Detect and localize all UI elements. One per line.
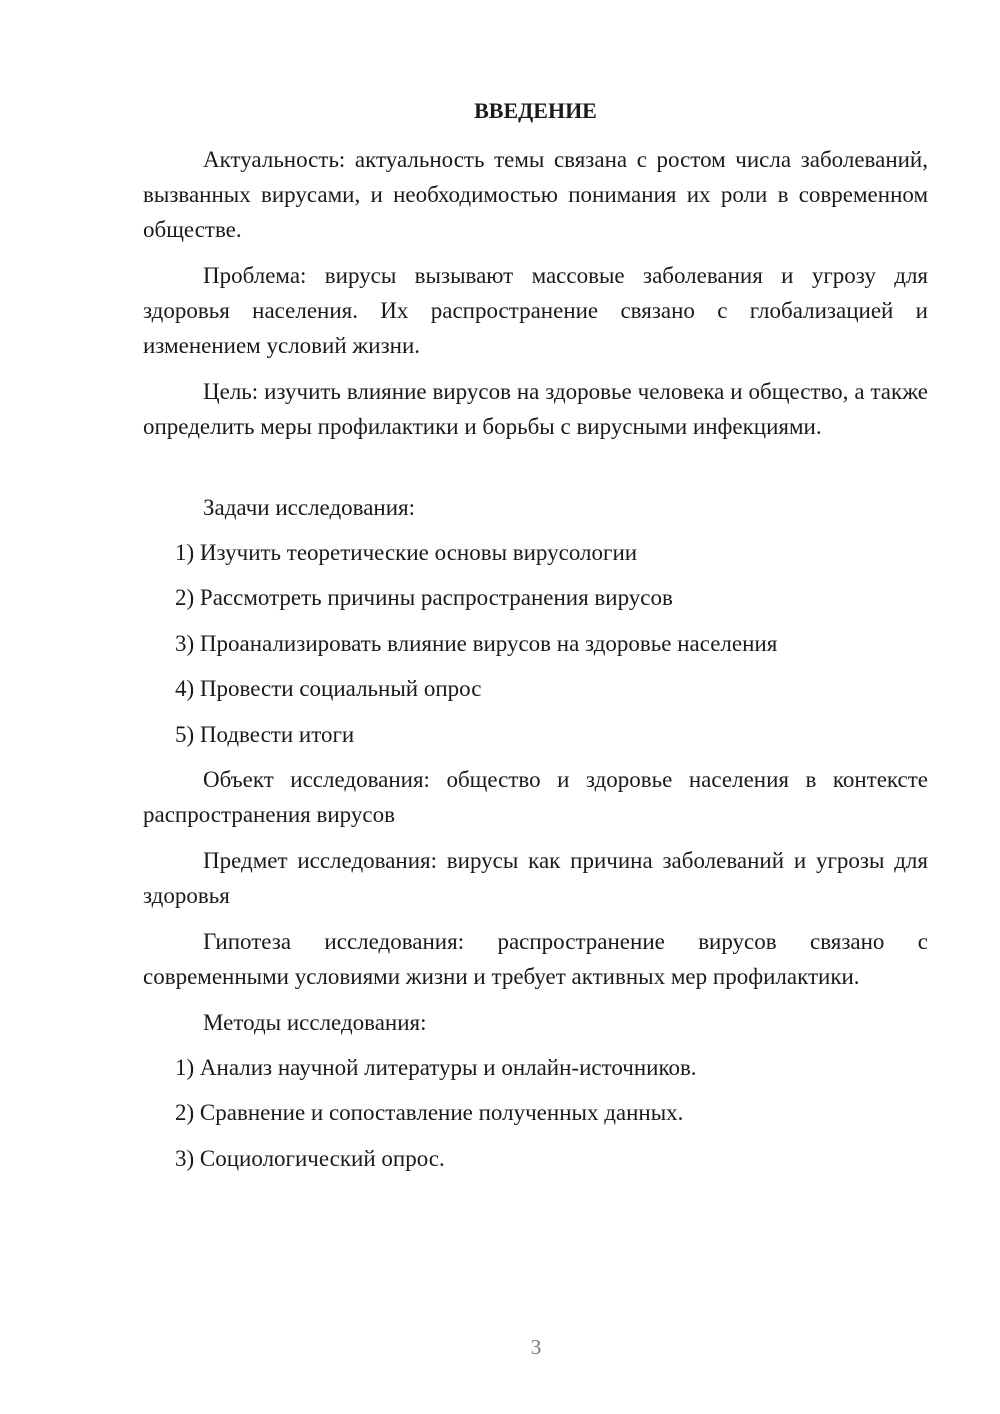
method-item: 1) Анализ научной литературы и онлайн-источников. <box>175 1055 697 1080</box>
task-item: 5) Подвести итоги <box>175 722 355 747</box>
method-item: 2) Сравнение и сопоставление полученных данных. <box>175 1100 684 1125</box>
task-item: 4) Провести социальный опрос <box>175 676 482 701</box>
problem-paragraph: Проблема: вирусы вызывают массовые заболевания и угрозу для здоровья населения. Их распространение связано с глобализацией и изменением условий жизни. <box>143 263 928 358</box>
relevance-paragraph: Актуальность: актуальность темы связана с ростом числа заболеваний, вызванных вирусами, и необходимостью понимания их роли в современном обществе. <box>143 147 928 242</box>
object-paragraph: Объект исследования: общество и здоровье населения в контексте распространения вирусов <box>143 767 928 827</box>
task-item: 2) Рассмотреть причины распространения вирусов <box>175 585 673 610</box>
method-item: 3) Социологический опрос. <box>175 1146 445 1171</box>
methods-heading: Методы исследования: <box>203 1010 427 1035</box>
subject-paragraph: Предмет исследования: вирусы как причина заболеваний и угрозы для здоровья <box>143 848 928 908</box>
goal-paragraph: Цель: изучить влияние вирусов на здоровье человека и общество, а также определить меры профилактики и борьбы с вирусными инфекциями. <box>143 379 928 439</box>
task-item: 3) Проанализировать влияние вирусов на здоровье населения <box>175 631 778 656</box>
hypothesis-paragraph: Гипотеза исследования: распространение вирусов связано с современными условиями жизни и требует активных мер профилактики. <box>143 929 928 989</box>
page-number: 3 <box>530 1335 542 1359</box>
page-title: ВВЕДЕНИЕ <box>474 98 597 123</box>
task-item: 1) Изучить теоретические основы вирусологии <box>175 540 638 565</box>
tasks-heading: Задачи исследования: <box>203 495 416 520</box>
